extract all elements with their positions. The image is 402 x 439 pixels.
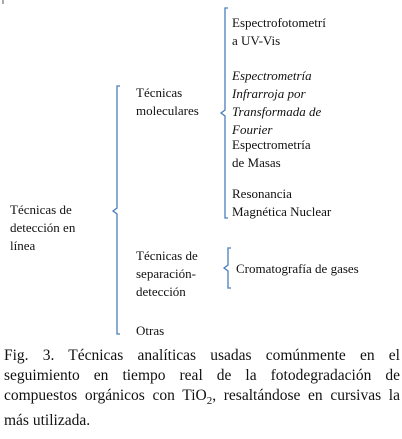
separation-line-1: Técnicas de <box>136 248 198 263</box>
ftir-item <box>232 67 321 139</box>
root-line-2: detección en <box>10 220 76 235</box>
separation-line-2: separación- <box>136 266 196 281</box>
root-line-1: Técnicas de <box>10 202 72 217</box>
molecular-node <box>136 84 199 120</box>
ftir-line-4: Fourier <box>232 122 273 137</box>
other-node <box>136 322 164 340</box>
caption-subscript: 2 <box>206 395 213 408</box>
root-line-3: línea <box>10 238 36 253</box>
molecular-brace <box>221 8 228 218</box>
ftir-line-3: Transformada de <box>232 104 322 119</box>
caption-text: Fig. 3. Técnicas analíticas usadas comúnmente en el seguimiento en tiempo real de la fotodegradación de compuestos orgánicos con TiO <box>4 347 400 404</box>
separation-node <box>136 247 198 301</box>
figure-caption <box>4 346 400 431</box>
nmr-line-2: Magnética Nuclear <box>232 204 332 219</box>
gas-chromatography-line: Cromatografía de gases <box>236 261 359 276</box>
nmr-line-1: Resonancia <box>232 186 292 201</box>
mass-spec-line-1: Espectrometría <box>232 137 311 152</box>
root-brace <box>113 86 120 334</box>
separation-brace <box>224 248 231 288</box>
other-line: Otras <box>136 323 165 338</box>
separation-line-3: detección <box>136 284 186 299</box>
mass-spec-line-2: de Masas <box>232 155 281 170</box>
molecular-line-2: moleculares <box>136 103 199 118</box>
caption-suffix: , resaltándose en cursivas la más utilizada. <box>4 387 400 430</box>
gas-chromatography-item <box>236 260 359 278</box>
nmr-item <box>232 185 331 221</box>
uvvis-line-1: Espectrofotometrí <box>232 15 326 30</box>
mass-spec-item <box>232 136 311 172</box>
root-node <box>10 201 75 255</box>
uvvis-item <box>232 14 326 50</box>
molecular-line-1: Técnicas <box>136 85 183 100</box>
uvvis-line-2: a UV-Vis <box>232 33 281 48</box>
ftir-line-1: Espectrometría <box>232 68 312 83</box>
ftir-line-2: Infrarroja por <box>232 86 306 101</box>
